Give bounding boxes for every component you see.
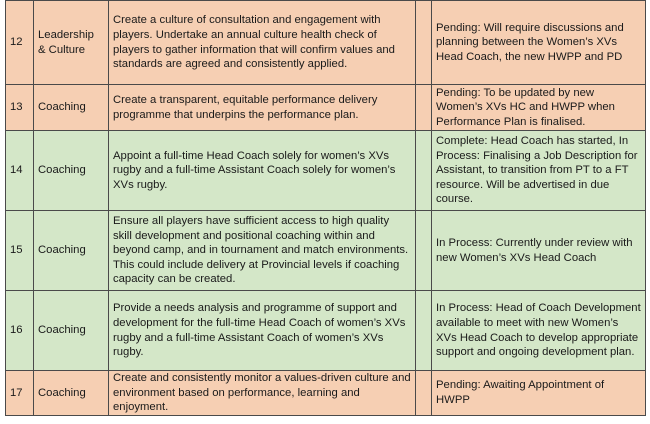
table-row bbox=[6, 131, 646, 211]
row-action: Create a culture of consultation and engagement with players. Undertake an annual culture health check of players to gather information that will confirm values and standards are agreed and consistently applied. bbox=[109, 1, 416, 85]
table-row bbox=[6, 291, 646, 371]
row-category: Coaching bbox=[34, 291, 109, 371]
row-number: 12 bbox=[6, 1, 34, 85]
row-status: In Process: Head of Coach Development available to meet with new Women’s XVs Head Coach to develop appropriate support and ongoing development plan. bbox=[432, 291, 646, 371]
table-row bbox=[6, 371, 646, 416]
table-row bbox=[6, 211, 646, 291]
row-action: Provide a needs analysis and programme of support and development for the full-time Head Coach of women’s XVs rugby and a full-time Assistant Coach of women’s XVs rugby. bbox=[109, 291, 416, 371]
row-spacer-cell bbox=[416, 371, 432, 416]
row-number: 15 bbox=[6, 211, 34, 291]
row-status: Pending: Will require discussions and planning between the Women’s XVs Head Coach, the new HWPP and PD bbox=[432, 1, 646, 85]
row-status: Complete: Head Coach has started, In Process: Finalising a Job Description for Assistant, to transition from PT to a FT resource. Will be advertised in due course. bbox=[432, 131, 646, 211]
row-category: Leadership & Culture bbox=[34, 1, 109, 85]
row-number: 13 bbox=[6, 85, 34, 131]
row-category: Coaching bbox=[34, 371, 109, 416]
row-action: Appoint a full-time Head Coach solely for women’s XVs rugby and a full-time Assistant Coach solely for women’s XVs rugby. bbox=[109, 131, 416, 211]
table-body bbox=[6, 1, 646, 416]
row-number: 17 bbox=[6, 371, 34, 416]
row-spacer-cell bbox=[416, 85, 432, 131]
row-status: Pending: Awaiting Appointment of HWPP bbox=[432, 371, 646, 416]
row-spacer-cell bbox=[416, 1, 432, 85]
row-number: 16 bbox=[6, 291, 34, 371]
row-action: Create and consistently monitor a values-driven culture and environment based on performance, learning and enjoyment. bbox=[109, 371, 416, 416]
row-category: Coaching bbox=[34, 85, 109, 131]
row-status: Pending: To be updated by new Women’s XVs HC and HWPP when Performance Plan is finalised. bbox=[432, 85, 646, 131]
row-number: 14 bbox=[6, 131, 34, 211]
row-spacer-cell bbox=[416, 291, 432, 371]
row-spacer-cell bbox=[416, 131, 432, 211]
table-row bbox=[6, 85, 646, 131]
row-category: Coaching bbox=[34, 131, 109, 211]
row-spacer-cell bbox=[416, 211, 432, 291]
row-status: In Process: Currently under review with new Women’s XVs Head Coach bbox=[432, 211, 646, 291]
row-action: Ensure all players have sufficient access to high quality skill development and positional coaching within and beyond camp, and in tournament and match environments. This could include delivery at Provincial levels if coaching capacity can be created. bbox=[109, 211, 416, 291]
table-row bbox=[6, 1, 646, 85]
row-action: Create a transparent, equitable performance delivery programme that underpins the performance plan. bbox=[109, 85, 416, 131]
recommendations-table bbox=[5, 0, 646, 416]
row-category: Coaching bbox=[34, 211, 109, 291]
